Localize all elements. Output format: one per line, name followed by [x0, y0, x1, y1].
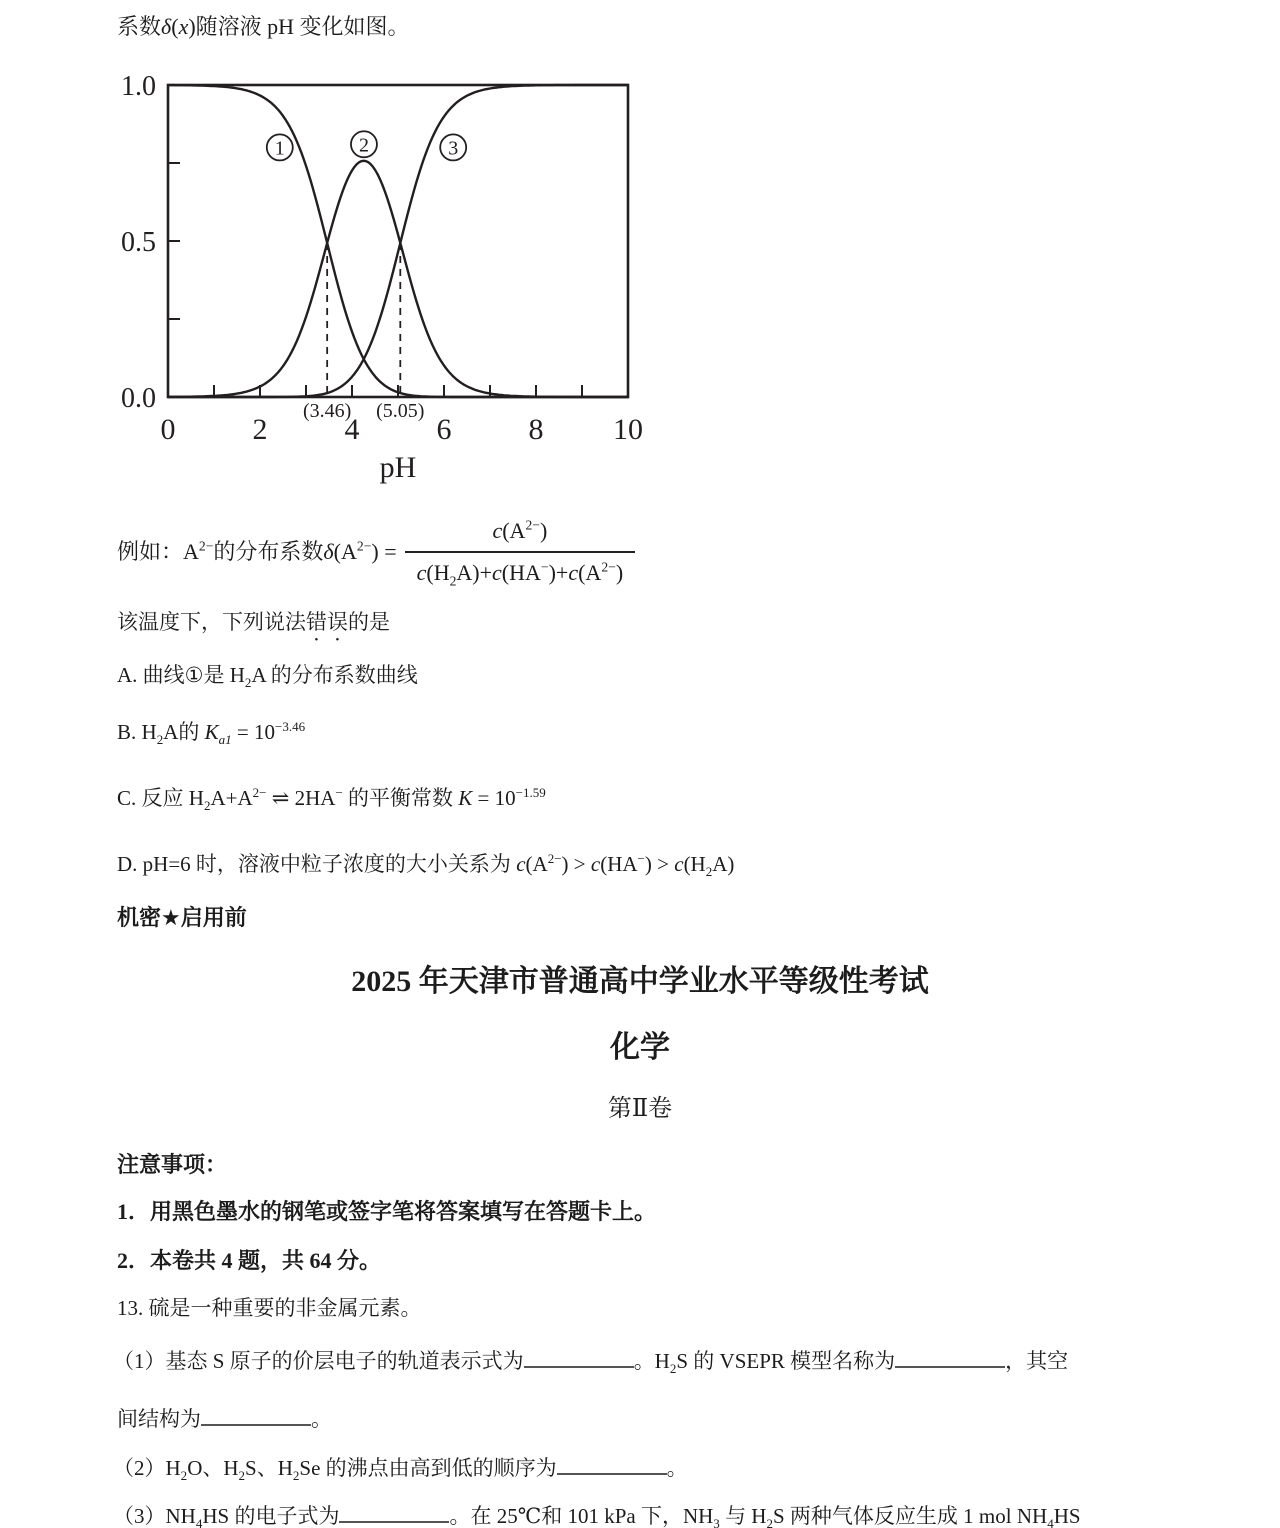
x-axis-label: pH	[379, 451, 417, 484]
x-tick-label: 10	[613, 413, 643, 446]
option-c: C. 反应 $H_2A+A^{2-}$ ⇌ 2HA− 的平衡常数 $K = 10^{-1.59}$	[117, 785, 546, 814]
question-13-intro: 13. 硫是一种重要的非金属元素。	[117, 1296, 422, 1320]
curve-3	[168, 85, 628, 397]
notice-item-2: 2．本卷共 4 题，共 64 分。	[117, 1248, 382, 1273]
notice-item-1: 1．用黑色墨水的钢笔或签字笔将答案填写在答题卡上。	[117, 1199, 657, 1224]
crossing-annotation: (3.46)	[302, 400, 352, 422]
crossing-annotation: (5.05)	[376, 400, 425, 422]
chart-figure	[90, 55, 670, 495]
q13-part2: $(2)H_2O$、$H_2S$、$H_2Se$ 的沸点由高到低的顺序为 。	[113, 1451, 688, 1482]
curve-label-number: 2	[358, 134, 369, 157]
plot-frame	[168, 85, 628, 397]
volume-title: 第Ⅱ卷	[607, 1096, 673, 1122]
distribution-chart	[90, 55, 670, 495]
subject-title: 化学	[610, 1031, 670, 1064]
notice-heading: 注意事项：	[117, 1152, 228, 1177]
y-tick-label: 0.5	[121, 227, 156, 258]
exam-title: 2025 年天津市普通高中学业水平等级性考试	[351, 965, 929, 998]
formula-label: 例如：$A^{2-}$的分布系数$\delta(A^{2-})$ =	[117, 538, 397, 565]
formula-fraction	[405, 516, 636, 587]
x-tick-label: 0	[160, 413, 176, 446]
y-tick-label: 1.0	[121, 71, 156, 102]
fraction-denominator: $c(H_2A)+c(HA^-)+c(A^{2-})$	[405, 551, 636, 588]
x-tick-label: 2	[252, 413, 268, 446]
option-b: B. $H_2A$的 $K_{a1} = 10^{-3.46}$	[117, 719, 306, 748]
option-a: A. 曲线①是 $H_2A$ 的分布系数曲线	[117, 663, 418, 691]
q13-part1-line2: 间结构为 。	[117, 1402, 332, 1433]
y-tick-label: 0.0	[121, 383, 156, 414]
x-tick-label: 8	[528, 413, 544, 446]
curve-2	[168, 161, 628, 397]
x-tick-label: 4	[344, 413, 360, 446]
curve-1	[168, 85, 628, 397]
formula-example	[117, 500, 635, 604]
confidential-banner: 机密★启用前	[117, 905, 247, 930]
question-stem: 该温度下，下列说法错误的是	[117, 610, 390, 634]
curve-label-number: 1	[274, 137, 285, 160]
option-d: D. pH=6 时，溶液中粒子浓度的大小关系为 $c(A^{2-}) > c(HA^-) > c(H_2A)$	[117, 851, 735, 880]
q13-part3: $(3)NH_4HS$ 的电子式为 。在 25℃和 101 kPa 下，$NH_3$ 与 $H_2S$ 两种气体反应生成 1 mol $NH_4HS$	[113, 1499, 1081, 1528]
q13-part1-line1: （1）基态 S 原子的价层电子的轨道表示式为 。$H_2S$ 的 VSEPR 模型名称为 ，其空	[113, 1344, 1068, 1375]
fraction-numerator: $c(A^{2-})$	[492, 517, 548, 544]
x-tick-label: 6	[436, 413, 452, 446]
intro-text: 系数δ(x)随溶液 pH 变化如图。	[117, 14, 410, 39]
curve-label-number: 3	[448, 137, 459, 160]
